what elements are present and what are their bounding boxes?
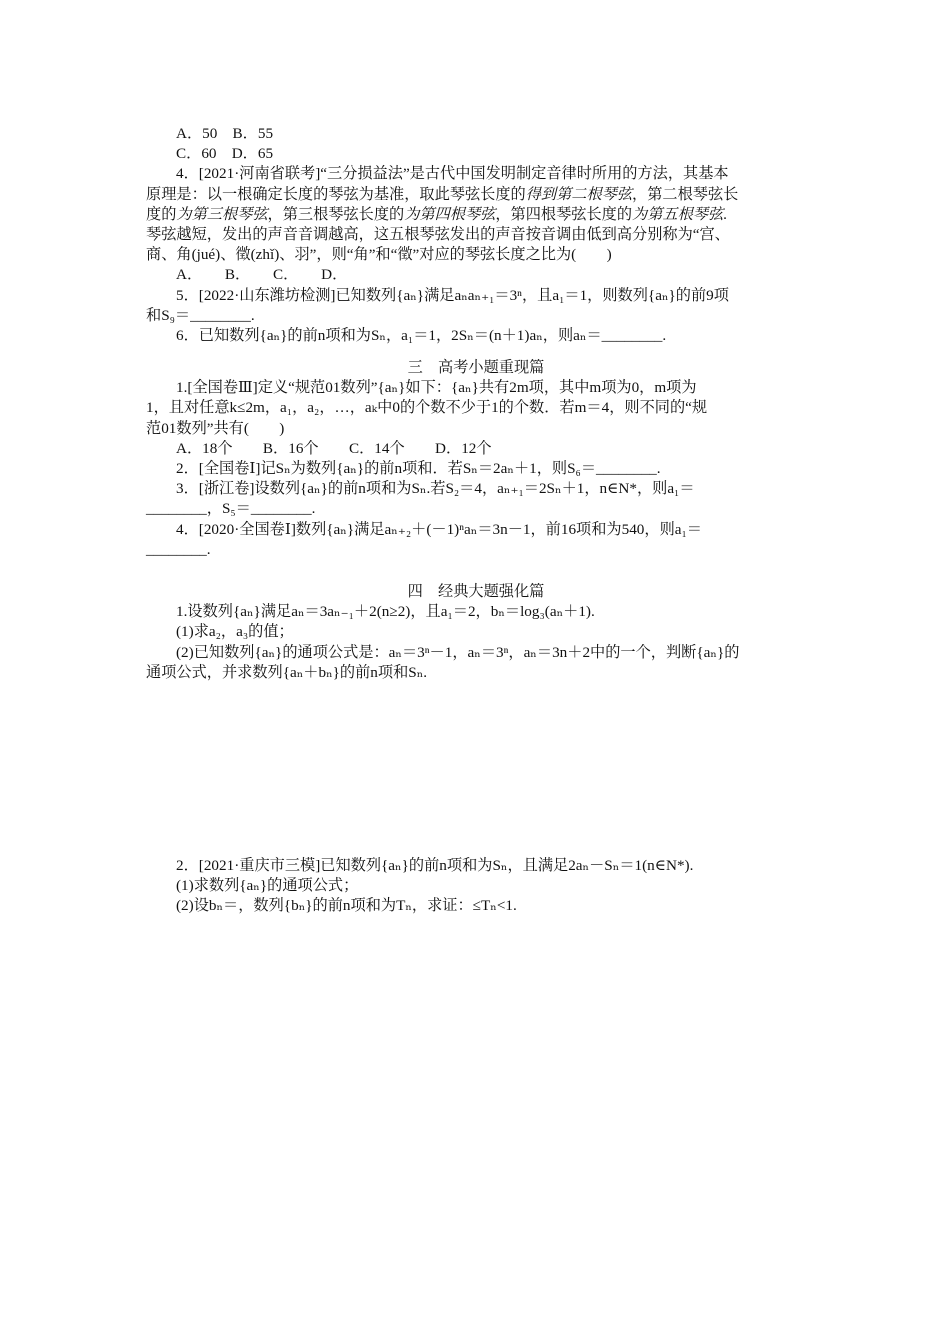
q4-line2 xyxy=(146,185,806,205)
q5-line2: 和S₉＝________. xyxy=(146,306,255,324)
s3-q4-line2: ________. xyxy=(146,540,211,558)
q3-options-line1: A．50 B．55 xyxy=(176,125,274,142)
q4-line3 xyxy=(146,205,806,225)
q4-text: ，第三根琴弦长度的 xyxy=(267,205,405,223)
s3-q3-line1: 3．[浙江卷]设数列{aₙ}的前n项和为Sₙ.若S₂＝4，aₙ₊₁＝2Sₙ＋1，n∈N*，则a₁＝ xyxy=(176,480,695,498)
q4-text: ，第四根琴弦长度的 xyxy=(495,205,632,223)
q4-line1: 4．[2021·河南省联考]“三分损益法”是古代中国发明制定音律时所用的方法，其基本 xyxy=(176,165,729,183)
q4-italic-text: 为第三根琴弦 xyxy=(176,205,268,223)
q4-italic-text: 得到第二根琴弦 xyxy=(525,185,632,203)
q3-options-line2: C．60 D．65 xyxy=(176,145,274,163)
s4-q2-part2: (2)设bₙ＝，数列{bₙ}的前n项和为Tₙ，求证：≤Tₙ<1. xyxy=(176,897,517,915)
s3-q4-line1: 4．[2020·全国卷Ⅰ]数列{aₙ}满足aₙ₊₂＋(－1)ⁿaₙ＝3n－1，前16项和为540，则a₁＝ xyxy=(176,520,702,538)
q4-line5: 商、角(jué)、徵(zhǐ)、羽”，则“角”和“徵”对应的琴弦长度之比为( ) xyxy=(146,246,612,264)
s3-q1-options: A．18个 B．16个 C．14个 D．12个 xyxy=(176,439,492,457)
q4-text: . xyxy=(723,205,727,223)
s4-q1-part2-line1: (2)已知数列{aₙ}的通项公式是：aₙ＝3ⁿ－1，aₙ＝3ⁿ，aₙ＝3n＋2中的一个，判断{aₙ}的 xyxy=(176,643,740,661)
s3-q3-line2: ________，S₅＝________. xyxy=(146,500,316,518)
q4-italic-text: 为第五根琴弦 xyxy=(632,205,724,223)
s4-q2-line1: 2．[2021·重庆市三模]已知数列{aₙ}的前n项和为Sₙ，且满足2aₙ－Sₙ＝1(n∈N*). xyxy=(176,856,694,874)
s4-q1-line1: 1.设数列{aₙ}满足aₙ＝3aₙ₋₁＋2(n≥2)，且a₁＝2，bₙ＝log₃(aₙ＋1). xyxy=(176,603,595,621)
q6-line1: 6．已知数列{aₙ}的前n项和为Sₙ，a₁＝1，2Sₙ＝(n＋1)aₙ，则aₙ＝________. xyxy=(176,326,667,344)
q5-line1: 5．[2022·山东潍坊检测]已知数列{aₙ}满足aₙaₙ₊₁＝3ⁿ，且a₁＝1，则数列{aₙ}的前9项 xyxy=(176,286,729,304)
s3-q1-line2: 1，且对任意k≤2m，a₁，a₂，…，aₖ中0的个数不少于1的个数．若m＝4，则不同的“规 xyxy=(146,399,708,417)
q4-line4: 琴弦越短，发出的声音音调越高，这五根琴弦发出的声音按音调由低到高分别称为“宫、 xyxy=(146,225,730,243)
s3-q2: 2．[全国卷Ⅰ]记Sₙ为数列{aₙ}的前n项和．若Sₙ＝2aₙ＋1，则S₆＝________. xyxy=(176,460,661,477)
q4-text: 原理是：以一根确定长度的琴弦为基准，取此琴弦长度的 xyxy=(146,185,526,203)
s4-q1-part2-line2: 通项公式，并求数列{aₙ＋bₙ}的前n项和Sₙ. xyxy=(146,663,428,681)
s3-q1-line1: 1.[全国卷Ⅲ]定义“规范01数列”{aₙ}如下：{aₙ}共有2m项，其中m项为0，m项为 xyxy=(176,379,697,397)
q4-italic-text: 为第四根琴弦 xyxy=(404,205,496,223)
q4-options: A． B． C． D． xyxy=(176,266,348,284)
q4-text: ，第二根琴弦长 xyxy=(632,185,739,203)
document-page xyxy=(146,124,806,916)
section3-title: 三 高考小题重现篇 xyxy=(407,359,545,377)
section4-title: 四 经典大题强化篇 xyxy=(407,582,545,600)
s4-q2-part1: (1)求数列{aₙ}的通项公式； xyxy=(176,877,359,895)
spacer xyxy=(146,560,806,570)
s3-q1-line3: 范01数列”共有( ) xyxy=(146,419,285,437)
answer-space xyxy=(146,683,806,856)
s4-q1-part1: (1)求a₂，a₃的值； xyxy=(176,623,294,641)
q4-text: 度的 xyxy=(146,205,177,223)
